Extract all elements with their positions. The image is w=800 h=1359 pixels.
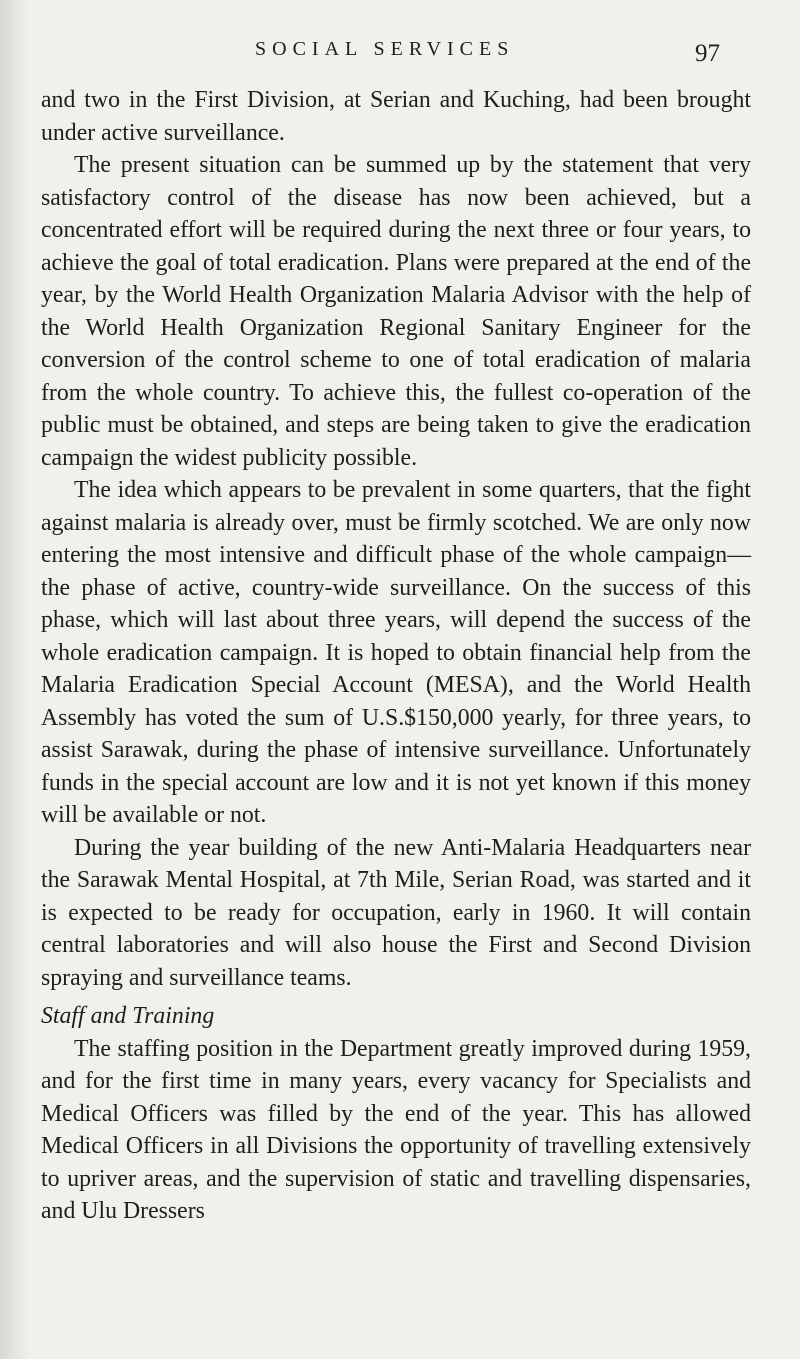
running-head: SOCIAL SERVICES	[255, 38, 515, 60]
paragraph-headquarters: During the year building of the new Anti-Malaria Headquarters near the Sarawak Mental Hospital, at 7th Mile, Serian Road, was started and it is expected to be ready for occupation, early in 1960. It will contain central laboratories and will also house the First and Second Division spraying and surveillance teams.	[41, 834, 751, 991]
paragraph-staffing: The staffing position in the Department greatly improved during 1959, and for the first time in many years, every vacancy for Specialists and Medical Officers was filled by the end of the year. This has allowed Medical Officers in all Divisions the opportunity of travelling extensively to upriver areas, and the supervision of static and travelling dispensaries, and Ulu Dressers	[41, 1035, 751, 1224]
body-text	[41, 84, 751, 1228]
paragraph-present-situation: The present situation can be summed up by the statement that very satisfactory control of the disease has now been achieved, but a concentrated effort will be required during the next three or four years, to achieve the goal of total eradication. Plans were prepared at the end of the year, by the World Health Organization Malaria Advisor with the help of the World Health Organization Regional Sanitary Engineer for the conversion of the control scheme to one of total eradication of malaria from the whole country. To achieve this, the fullest co-operation of the public must be obtained, and steps are being taken to give the eradication campaign the widest publicity possible.	[41, 152, 751, 471]
paragraph-prevalent-idea: The idea which appears to be prevalent in some quarters, that the fight against malaria is already over, must be firmly scotched. We are only now entering the most intensive and difficult phase of the whole campaign—the phase of active, country-wide surveillance. On the success of this phase, which will last about three years, will depend the success of the whole eradication campaign. It is hoped to obtain financial help from the Malaria Eradication Special Account (MESA), and the World Health Assembly has voted the sum of U.S.$150,000 yearly, for three years, to assist Sarawak, during the phase of intensive surveillance. Unfortunately funds in the special account are low and it is not yet known if this money will be available or not.	[41, 477, 751, 828]
paragraph-continuation: and two in the First Division, at Serian and Kuching, had been brought under active surveillance.	[41, 87, 751, 146]
section-heading-staff-training: Staff and Training	[41, 1003, 215, 1029]
page-number: 97	[695, 40, 720, 67]
page-edge-shadow	[0, 0, 14, 1359]
page-header	[0, 38, 800, 78]
